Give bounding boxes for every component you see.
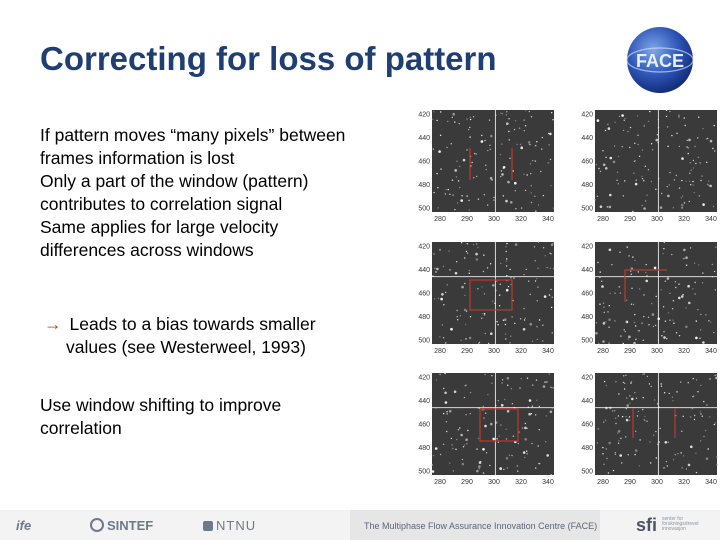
particle-image-panel-1 [410, 108, 555, 228]
y-tick-label: 420 [581, 243, 593, 251]
x-tick-label: 320 [678, 348, 690, 355]
x-tick-label: 280 [434, 216, 446, 223]
y-tick-label: 500 [418, 337, 430, 345]
x-tick-label: 300 [488, 479, 500, 486]
y-tick-label: 460 [581, 421, 593, 429]
shift-line: correlation [40, 418, 122, 438]
footer-center-text: The Multiphase Flow Assurance Innovation Centre (FACE) [364, 521, 598, 531]
sintef-logo: SINTEF [90, 518, 153, 533]
y-tick-label: 500 [418, 205, 430, 213]
y-tick-label: 440 [581, 135, 593, 142]
x-tick-label: 320 [678, 479, 690, 486]
y-tick-label: 460 [418, 290, 430, 298]
y-tick-label: 480 [418, 182, 430, 189]
y-tick-label: 480 [581, 182, 593, 189]
bullet-line: differences across windows [40, 240, 254, 260]
y-tick-label: 440 [418, 398, 430, 405]
y-tick-label: 480 [418, 445, 430, 452]
conclusion-line: Leads to a bias towards smaller [69, 314, 316, 334]
x-tick-label: 340 [542, 479, 554, 486]
x-tick-label: 340 [705, 348, 717, 355]
y-tick-label: 420 [418, 243, 430, 251]
y-tick-label: 460 [581, 158, 593, 166]
conclusion-line: values (see Westerweel, 1993) [66, 337, 306, 357]
particle-image-panel-5 [410, 371, 555, 491]
y-tick-label: 420 [418, 374, 430, 382]
y-tick-label: 420 [581, 111, 593, 119]
bullet-list [40, 124, 395, 262]
x-tick-label: 320 [515, 348, 527, 355]
sfi-subtitle: senter for forskningsdrevet innovasjon [662, 516, 699, 532]
x-tick-label: 300 [651, 479, 663, 486]
y-tick-label: 460 [418, 421, 430, 429]
y-tick-label: 500 [418, 468, 430, 476]
ntnu-logo: NTNU [203, 518, 256, 533]
x-tick-label: 320 [678, 216, 690, 223]
bullet-line: contributes to correlation signal [40, 194, 283, 214]
y-tick-label: 460 [581, 290, 593, 298]
x-tick-label: 300 [488, 216, 500, 223]
slide-title: Correcting for loss of pattern [40, 40, 497, 77]
x-tick-label: 280 [597, 216, 609, 223]
y-tick-label: 460 [418, 158, 430, 166]
bullet-line: If pattern moves “many pixels” between [40, 125, 346, 145]
x-tick-label: 280 [597, 479, 609, 486]
y-tick-label: 480 [418, 314, 430, 321]
svg-text:FACE: FACE [635, 51, 685, 71]
face-logo [625, 25, 695, 95]
particle-image-panel-2 [573, 108, 718, 228]
ntnu-icon [203, 521, 213, 531]
bullet-line: frames information is lost [40, 148, 235, 168]
y-tick-label: 480 [581, 445, 593, 452]
y-tick-label: 440 [418, 267, 430, 274]
x-tick-label: 290 [624, 216, 636, 223]
x-tick-label: 290 [624, 479, 636, 486]
y-tick-label: 420 [581, 374, 593, 382]
x-tick-label: 290 [461, 479, 473, 486]
x-tick-label: 340 [542, 348, 554, 355]
x-tick-label: 320 [515, 479, 527, 486]
particle-image-panel-6 [573, 371, 718, 491]
arrow-icon: → [44, 314, 62, 334]
x-tick-label: 300 [651, 348, 663, 355]
y-tick-label: 500 [581, 205, 593, 213]
x-tick-label: 340 [542, 216, 554, 223]
bullet-line: Only a part of the window (pattern) [40, 171, 309, 191]
shift-line: Use window shifting to improve [40, 395, 282, 415]
y-tick-label: 480 [581, 314, 593, 321]
y-tick-label: 500 [581, 337, 593, 345]
y-tick-label: 420 [418, 111, 430, 119]
x-tick-label: 280 [597, 348, 609, 355]
sfi-logo: sfi [636, 515, 658, 535]
x-tick-label: 280 [434, 348, 446, 355]
footer-bar [0, 510, 720, 540]
y-tick-label: 500 [581, 468, 593, 476]
x-tick-label: 290 [461, 216, 473, 223]
x-tick-label: 290 [461, 348, 473, 355]
x-tick-label: 320 [515, 216, 527, 223]
ife-logo: ife [16, 518, 32, 533]
bullet-line: Same applies for large velocity [40, 217, 279, 237]
window-shift-text [40, 394, 281, 440]
x-tick-label: 300 [488, 348, 500, 355]
conclusion-text [44, 313, 316, 359]
y-tick-label: 440 [581, 267, 593, 274]
x-tick-label: 340 [705, 479, 717, 486]
y-tick-label: 440 [418, 135, 430, 142]
sintef-icon [90, 518, 104, 532]
x-tick-label: 340 [705, 216, 717, 223]
particle-image-panel-4 [573, 240, 718, 360]
x-tick-label: 280 [434, 479, 446, 486]
particle-image-panel-3 [410, 240, 555, 360]
y-tick-label: 440 [581, 398, 593, 405]
x-tick-label: 290 [624, 348, 636, 355]
x-tick-label: 300 [651, 216, 663, 223]
